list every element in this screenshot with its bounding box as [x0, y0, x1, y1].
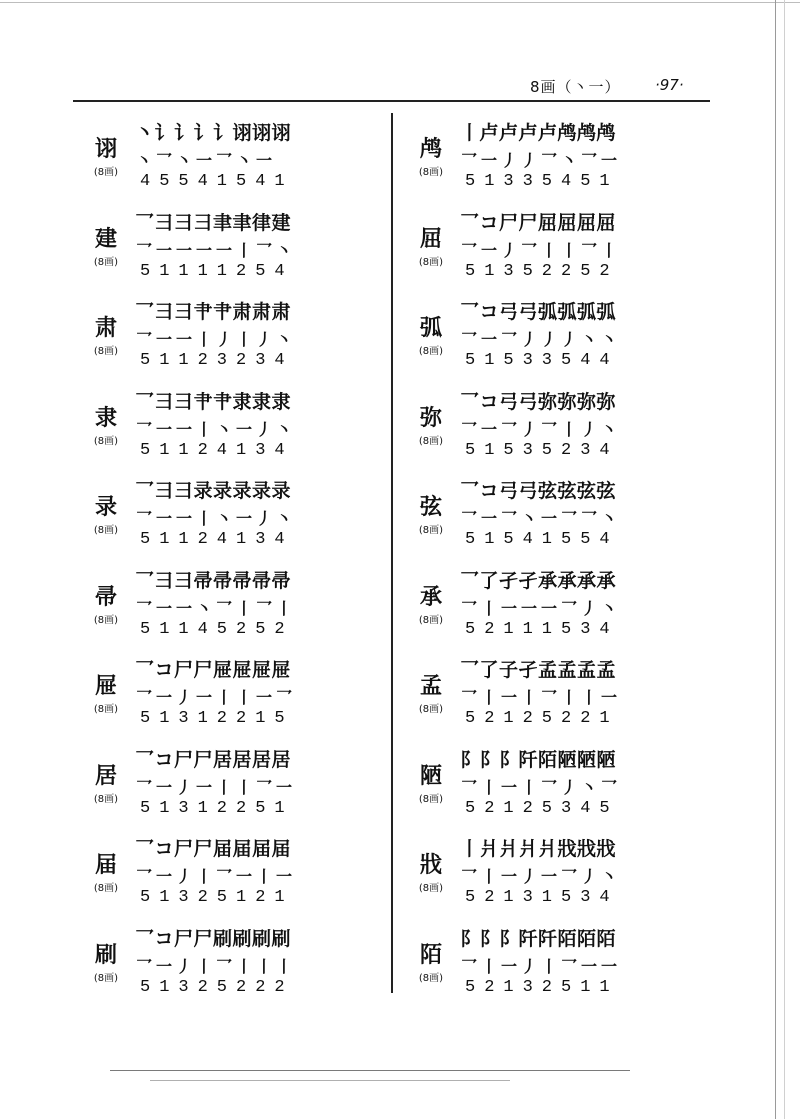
stroke-count-label: (8画)	[418, 972, 444, 984]
stroke-count-label: (8画)	[93, 346, 119, 357]
stroke-shapes: 乛丨一一一乛丿丶	[461, 598, 622, 618]
stroke-shapes: 乛一丿丨乛丨丨丨	[136, 956, 297, 976]
character-entry	[405, 297, 705, 387]
character-entry	[405, 208, 705, 298]
character-entry	[80, 387, 380, 477]
character: 屈	[419, 225, 442, 252]
character-entry	[80, 834, 380, 924]
stroke-count-label: (8画)	[418, 793, 444, 805]
character: 诩	[94, 136, 117, 162]
stroke-codes: 52125221	[465, 709, 619, 728]
stroke-shapes: 乛一乛丿丿丿丶丶	[461, 330, 622, 349]
stroke-codes: 51541554	[465, 530, 619, 549]
stroke-codes: 51124134	[140, 440, 294, 460]
stroke-codes: 52132511	[465, 977, 619, 997]
character-entry	[405, 655, 705, 745]
character: 届	[94, 852, 117, 878]
scan-edge-top	[0, 2, 800, 3]
stroke-codes: 51123234	[140, 351, 294, 370]
stroke-shapes: 丶乛丶一乛丶一	[136, 151, 277, 170]
stroke-order-sequence: 乛彐彐肀肀隶隶隶	[135, 390, 292, 411]
character-entry	[80, 208, 380, 298]
stroke-order-sequence: 乛コ弓弓弦弦弦弦	[460, 480, 617, 500]
stroke-codes: 51312251	[140, 798, 294, 818]
stroke-codes: 51535234	[465, 440, 619, 460]
stroke-count-label: (8画)	[93, 167, 119, 178]
stroke-codes: 51533544	[465, 351, 619, 370]
stroke-count-label: (8画)	[93, 525, 119, 536]
stroke-order-sequence: 丶讠讠讠讠诩诩诩	[135, 122, 292, 142]
character: 戕	[419, 852, 442, 878]
character-entry	[80, 566, 380, 656]
character: 建	[94, 225, 117, 252]
character-entry	[405, 834, 705, 924]
stroke-order-sequence: 乛了孑孑承承承承	[460, 569, 617, 590]
character: 弧	[419, 315, 442, 341]
scan-edge-right-outer	[784, 0, 785, 1119]
character: 肃	[94, 315, 117, 341]
character: 录	[94, 494, 117, 520]
stroke-shapes: 乛丨一丨乛丿丶乛	[461, 777, 622, 797]
stroke-count-label: (8画)	[418, 883, 444, 894]
stroke-count-label: (8画)	[418, 614, 444, 626]
stroke-count-label: (8画)	[418, 167, 444, 178]
scan-edge-right	[775, 0, 776, 1119]
stroke-order-sequence: 乛コ尸尸居居居居	[135, 748, 292, 769]
character: 陌	[419, 941, 442, 968]
stroke-order-sequence: 乛コ弓弓弥弥弥弥	[460, 390, 617, 411]
stroke-shapes: 乛丨一丿一乛丿丶	[461, 867, 622, 886]
character: 弥	[419, 404, 442, 431]
character: 孟	[419, 673, 442, 699]
stroke-codes: 51312215	[140, 709, 294, 728]
stroke-order-sequence: 乛彐彐录录录录录	[135, 480, 292, 500]
stroke-order-sequence: 丨爿爿爿爿戕戕戕	[460, 838, 617, 858]
stroke-shapes: 乛一一一一丨乛丶	[136, 240, 297, 260]
character: 隶	[94, 404, 117, 431]
character-entry	[80, 924, 380, 1014]
character-entry	[80, 745, 380, 835]
stroke-order-sequence: 乛彐彐彐聿聿律建	[135, 211, 292, 232]
stroke-codes: 51124134	[140, 530, 294, 549]
scan-edge-bottom-faint	[150, 1080, 510, 1081]
header-rule	[73, 100, 710, 102]
stroke-order-sequence: 乛コ尸尸届届届届	[135, 838, 292, 858]
stroke-shapes: 乛丨一丨乛丨丨一	[461, 688, 622, 707]
stroke-shapes: 乛一丿丨乛一丨一	[136, 867, 297, 886]
stroke-shapes: 乛一乛丶一乛乛丶	[461, 509, 622, 528]
stroke-codes: 51145252	[140, 619, 294, 639]
character-entry	[405, 745, 705, 835]
stroke-codes: 51352252	[465, 261, 619, 281]
stroke-codes: 51325121	[140, 888, 294, 907]
stroke-codes: 51111254	[140, 261, 294, 281]
scan-edge-bottom	[110, 1070, 630, 1071]
stroke-shapes: 乛一乛丿乛丨丿丶	[461, 419, 622, 439]
left-column	[80, 118, 380, 1013]
character-entry	[80, 655, 380, 745]
character-entry	[80, 118, 380, 208]
stroke-codes: 52125345	[465, 798, 619, 818]
character-entry	[405, 387, 705, 477]
stroke-shapes: 乛一丿一丨丨一乛	[136, 688, 297, 707]
character: 鸬	[419, 136, 442, 162]
stroke-count-label: (8画)	[93, 704, 119, 715]
character: 承	[419, 583, 442, 610]
stroke-codes: 51325222	[140, 977, 294, 997]
character-entry	[405, 566, 705, 656]
stroke-codes: 51335451	[465, 172, 619, 191]
stroke-order-sequence: 丨卢卢卢卢鸬鸬鸬	[460, 122, 617, 142]
stroke-order-sequence: 乛コ尸尸屉屉屉屉	[135, 659, 292, 679]
character-entry	[405, 924, 705, 1014]
stroke-order-sequence: 乛彐彐肀肀肃肃肃	[135, 301, 292, 321]
section-header: 8画（丶一）	[530, 78, 621, 96]
stroke-shapes: 乛丨一丿丨乛一一	[461, 956, 622, 976]
character-entry	[80, 297, 380, 387]
stroke-order-sequence: 阝阝阝阡阡陌陌陌	[460, 927, 617, 948]
character-entry	[405, 476, 705, 566]
stroke-count-label: (8画)	[418, 435, 444, 447]
stroke-count-label: (8画)	[93, 614, 119, 626]
character: 陋	[419, 762, 442, 789]
character: 帚	[94, 583, 117, 610]
stroke-codes: 52131534	[465, 888, 619, 907]
character: 弦	[419, 494, 442, 520]
stroke-shapes: 乛一丿丿乛丶乛一	[461, 151, 622, 170]
stroke-count-label: (8画)	[418, 704, 444, 715]
stroke-count-label: (8画)	[418, 256, 444, 268]
column-divider	[391, 113, 393, 993]
stroke-codes: 52111534	[465, 619, 619, 639]
character: 刷	[94, 941, 117, 968]
character: 居	[94, 762, 117, 789]
stroke-shapes: 乛一一丨丶一丿丶	[136, 419, 297, 439]
stroke-count-label: (8画)	[93, 793, 119, 805]
stroke-count-label: (8画)	[418, 525, 444, 536]
stroke-count-label: (8画)	[93, 435, 119, 447]
stroke-count-label: (8画)	[418, 346, 444, 357]
stroke-codes: 45541541	[140, 172, 294, 191]
stroke-count-label: (8画)	[93, 256, 119, 268]
page-number: ·97·	[655, 76, 684, 94]
stroke-count-label: (8画)	[93, 883, 119, 894]
stroke-order-sequence: 乛コ尸尸刷刷刷刷	[135, 927, 292, 948]
stroke-shapes: 乛一一丶乛丨乛丨	[136, 598, 297, 618]
stroke-order-sequence: 乛彐彐帚帚帚帚帚	[135, 569, 292, 590]
stroke-shapes: 乛一一丨丿丨丿丶	[136, 330, 297, 349]
stroke-order-sequence: 乛了子孑孟孟孟孟	[460, 659, 617, 679]
stroke-count-label: (8画)	[93, 972, 119, 984]
stroke-shapes: 乛一一丨丶一丿丶	[136, 509, 297, 528]
right-column	[405, 118, 705, 1013]
character-entry	[80, 476, 380, 566]
stroke-order-sequence: 阝阝阝阡陌陋陋陋	[460, 748, 617, 769]
stroke-order-sequence: 乛コ弓弓弧弧弧弧	[460, 301, 617, 321]
stroke-shapes: 乛一丿一丨丨乛一	[136, 777, 297, 797]
stroke-order-sequence: 乛コ尸尸屈屈屈屈	[460, 211, 617, 232]
character: 屉	[94, 673, 117, 699]
character-entry	[405, 118, 705, 208]
stroke-shapes: 乛一丿乛丨丨乛丨	[461, 240, 622, 260]
